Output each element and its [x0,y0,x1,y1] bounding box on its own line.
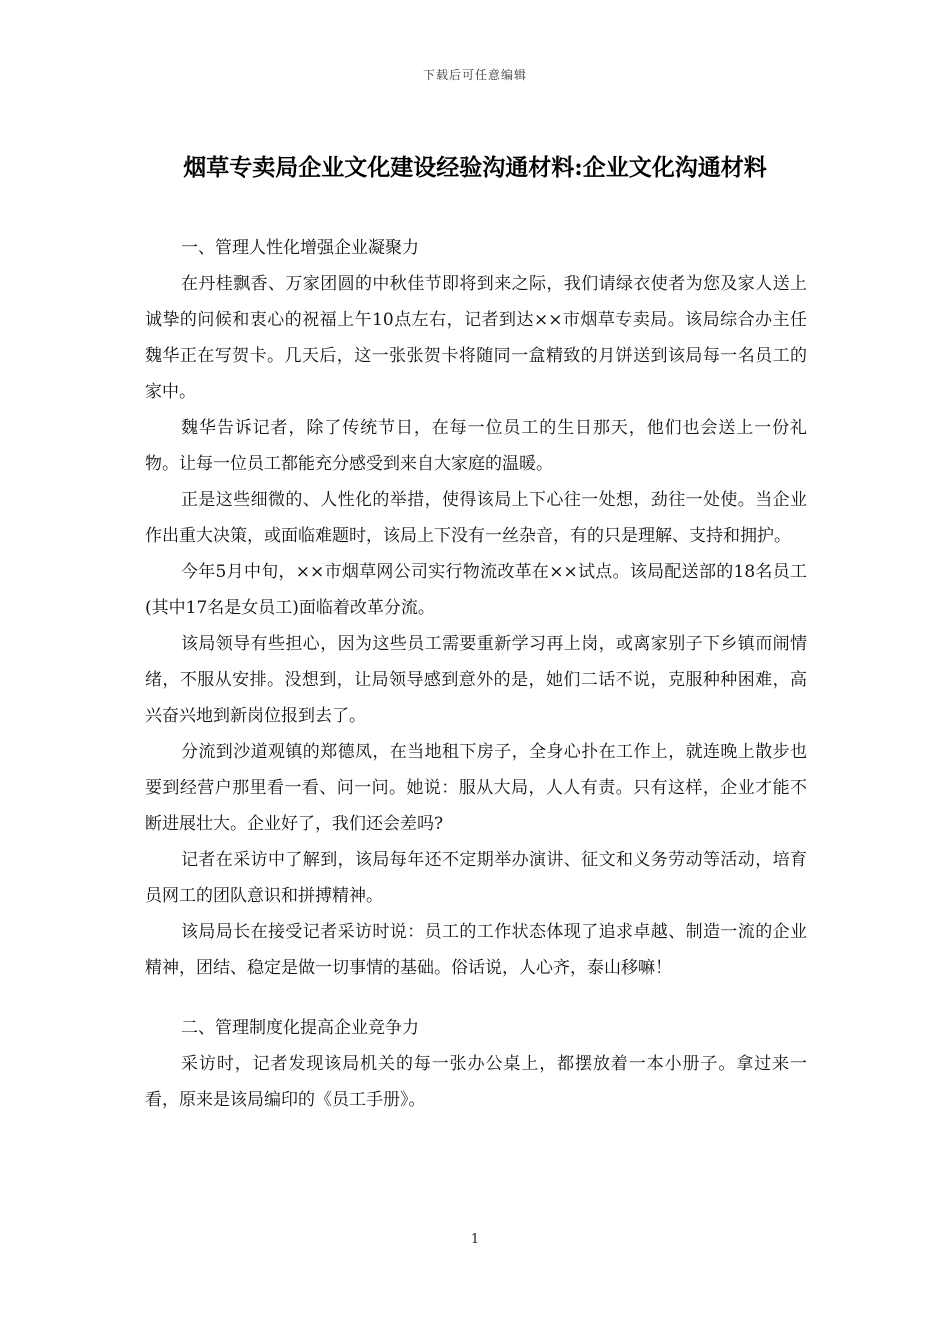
paragraph: 分流到沙道观镇的郑德凤，在当地租下房子，全身心扑在工作上，就连晚上散步也要到经营户那里看一看、问一问。她说：服从大局，人人有责。只有这样，企业才能不断进展壮大。企业好了，我们还会差吗? [145,742,807,834]
section-2 [145,1010,807,1118]
paragraph: 记者在采访中了解到，该局每年还不定期举办演讲、征文和义务劳动等活动，培育员网工的团队意识和拼搏精神。 [145,850,807,906]
section-heading: 一、管理人性化增强企业凝聚力 [181,238,419,258]
paragraph: 采访时，记者发现该局机关的每一张办公桌上，都摆放着一本小册子。拿过来一看，原来是该局编印的《员工手册》。 [145,1054,807,1110]
paragraph: 今年5月中旬，××市烟草网公司实行物流改革在××试点。该局配送部的18名员工(其中17名是女员工)面临着改革分流。 [145,562,807,618]
page-number: 1 [470,1232,480,1247]
paragraph: 正是这些细微的、人性化的举措，使得该局上下心往一处想，劲往一处使。当企业作出重大决策，或面临难题时，该局上下没有一丝杂音，有的只是理解、支持和拥护。 [145,490,807,546]
section-heading: 二、管理制度化提高企业竞争力 [181,1018,419,1038]
paragraph: 该局领导有些担心，因为这些员工需要重新学习再上岗，或离家别子下乡镇而闹情绪，不服从安排。没想到，让局领导感到意外的是，她们二话不说，克服种种困难，高兴奋兴地到新岗位报到去了。 [145,634,807,726]
page-header-note: 下载后可任意编辑 [422,68,527,82]
paragraph: 魏华告诉记者，除了传统节日，在每一位员工的生日那天，他们也会送上一份礼物。让每一位员工都能充分感受到来自大家庭的温暖。 [145,418,807,474]
document-body [145,230,807,1118]
section-1 [145,230,807,986]
paragraph: 在丹桂飘香、万家团圆的中秋佳节即将到来之际，我们请绿衣使者为您及家人送上诚挚的问候和衷心的祝福上午10点左右，记者到达××市烟草专卖局。该局综合办主任魏华正在写贺卡。几天后，这一张张贺卡将随同一盒精致的月饼送到该局每一名员工的家中。 [145,274,807,402]
document-title: 烟草专卖局企业文化建设经验沟通材料:企业文化沟通材料 [183,154,767,181]
paragraph: 该局局长在接受记者采访时说：员工的工作状态体现了追求卓越、制造一流的企业精神，团结、稳定是做一切事情的基础。俗话说，人心齐，泰山移嘛！ [145,922,807,978]
